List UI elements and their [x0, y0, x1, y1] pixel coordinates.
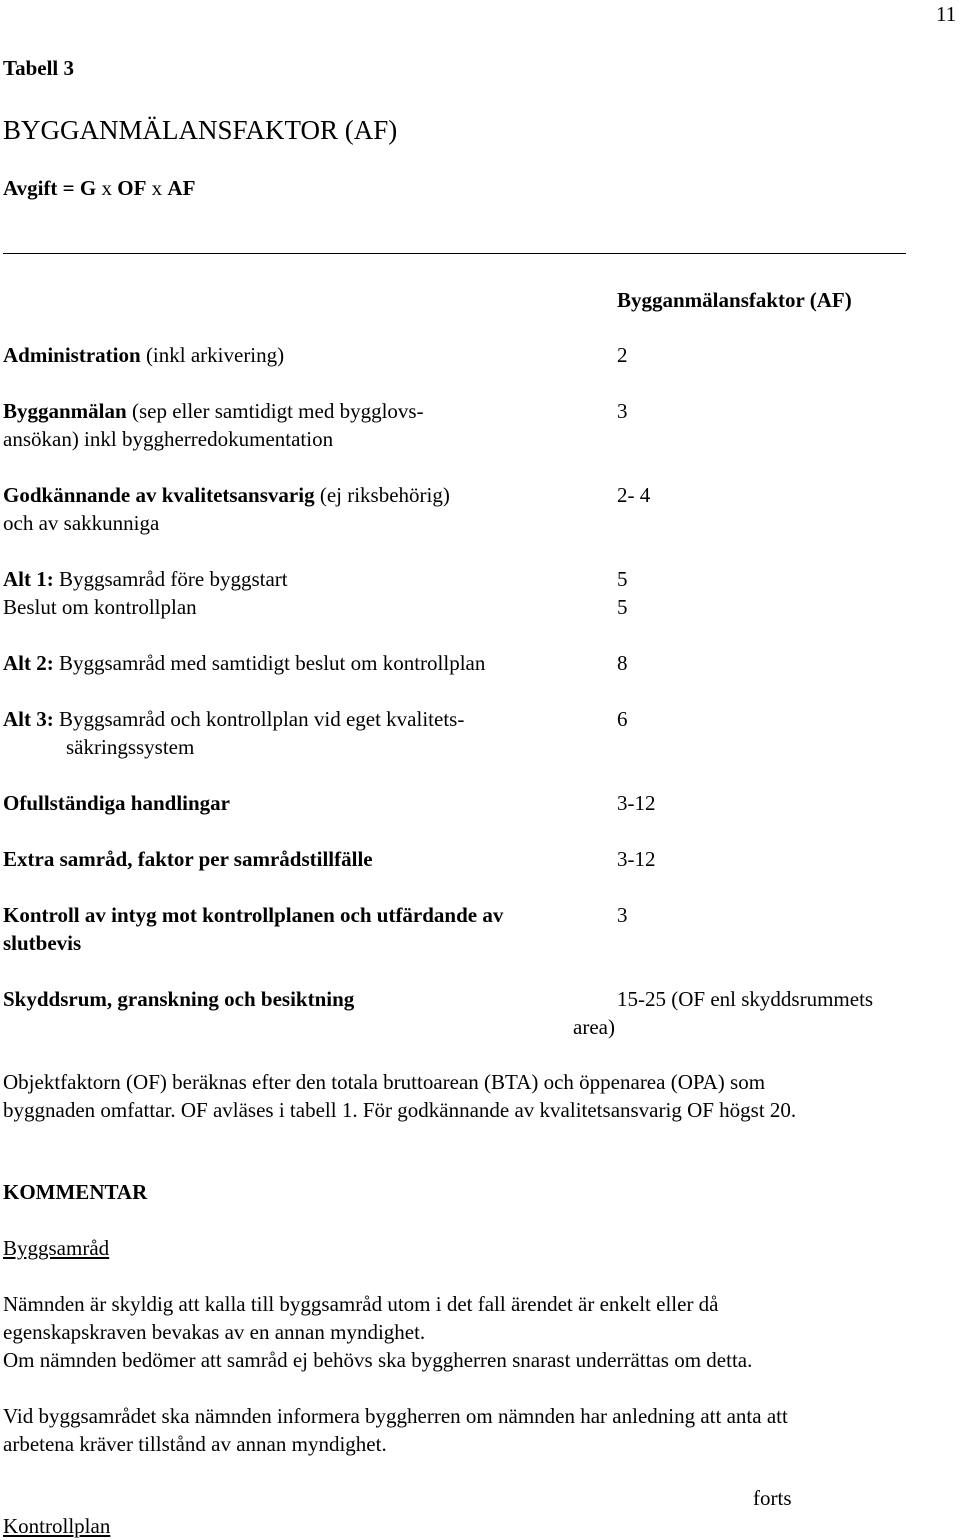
paragraph-line: Om nämnden bedömer att samråd ej behövs ska byggherren snarast underrättas om detta.: [3, 1348, 753, 1372]
formula-times: x: [146, 176, 168, 200]
paragraph-line: Nämnden är skyldig att kalla till byggsamråd utom i det fall ärendet är enkelt eller då: [3, 1292, 719, 1316]
row-label-text: Byggsamråd och kontrollplan vid eget kvalitets-: [53, 707, 465, 731]
table-row-label: Ofullständiga handlingar: [3, 791, 230, 815]
section-heading-byggsamrad: Byggsamråd: [3, 1236, 110, 1260]
table-row-value: 3-12: [617, 791, 656, 815]
table-row-label-cont: slutbevis: [3, 931, 82, 955]
table-row-value: 6: [617, 707, 628, 731]
note-text: Objektfaktorn (OF) beräknas efter den totala bruttoarean (BTA) och öppenarea (OPA) som: [3, 1070, 766, 1094]
paragraph-line: Vid byggsamrådet ska nämnden informera byggherren om nämnden har anledning att anta att: [3, 1404, 788, 1428]
table-row-label: [3, 705, 464, 733]
column-header: Bygganmälansfaktor (AF): [617, 288, 852, 312]
row-label-text: (sep eller samtidigt med bygglovs-: [126, 399, 424, 423]
note-text: byggnaden omfattar. OF avläses i tabell 1. För godkännande av kvalitetsansvarig OF högst 20.: [3, 1098, 797, 1122]
table-row-value: 2: [617, 343, 628, 367]
table-row-label: Kontroll av intyg mot kontrollplanen och utfärdande av: [3, 903, 504, 927]
table-row-label: Beslut om kontrollplan: [3, 595, 197, 619]
row-label-bold: Bygganmälan: [3, 399, 127, 423]
table-row-value: 3-12: [617, 847, 656, 871]
table-row-label-cont: och av sakkunniga: [3, 511, 160, 535]
table-row-label-cont: ansökan) inkl byggherredokumentation: [3, 427, 334, 451]
divider: [3, 253, 906, 254]
page-number: 11: [936, 2, 957, 26]
table-row-value: 15-25 (OF enl skyddsrummets: [617, 987, 874, 1011]
row-label-text: (inkl arkivering): [140, 343, 285, 367]
table-row-label: [3, 649, 485, 677]
paragraph-line: egenskapskraven bevakas av en annan myndighet.: [3, 1320, 426, 1344]
paragraph-line: arbetena kräver tillstånd av annan myndighet.: [3, 1432, 387, 1456]
formula-part-af: AF: [167, 176, 196, 200]
fee-formula: [3, 174, 195, 202]
row-label-bold: Alt 2:: [3, 651, 54, 675]
row-label-text: (ej riksbehörig): [314, 483, 450, 507]
row-label-bold: Alt 3:: [3, 707, 54, 731]
table-row-label: Skyddsrum, granskning och besiktning: [3, 987, 355, 1011]
row-label-bold: Alt 1:: [3, 567, 54, 591]
table-row-value: 5: [617, 567, 628, 591]
table-row-label-cont: säkringssystem: [66, 735, 195, 759]
formula-part-of: OF: [117, 176, 147, 200]
table-row-label: [3, 397, 424, 425]
table-row-value: 5: [617, 595, 628, 619]
table-row-value-cont: area): [573, 1015, 615, 1039]
table-row-label: [3, 341, 284, 369]
comment-heading: KOMMENTAR: [3, 1180, 148, 1204]
row-label-bold: Godkännande av kvalitetsansvarig: [3, 483, 315, 507]
table-row-value: 3: [617, 903, 628, 927]
formula-part-fee: Avgift = G: [3, 176, 97, 200]
formula-times: x: [96, 176, 118, 200]
table-row-label: Extra samråd, faktor per samrådstillfälle: [3, 847, 373, 871]
table-row-value: 2- 4: [617, 483, 651, 507]
table-row-value: 3: [617, 399, 628, 423]
section-heading-kontrollplan: Kontrollplan: [3, 1514, 111, 1538]
page-title: BYGGANMÄLANSFAKTOR (AF): [3, 115, 398, 145]
table-row-label: [3, 481, 450, 509]
table-label: Tabell 3: [3, 56, 74, 80]
row-label-text: Byggsamråd med samtidigt beslut om kontrollplan: [53, 651, 486, 675]
continued-marker: forts: [753, 1486, 792, 1510]
row-label-bold: Administration: [3, 343, 141, 367]
row-label-text: Byggsamråd före byggstart: [53, 567, 288, 591]
table-row-value: 8: [617, 651, 628, 675]
table-row-label: [3, 565, 288, 593]
